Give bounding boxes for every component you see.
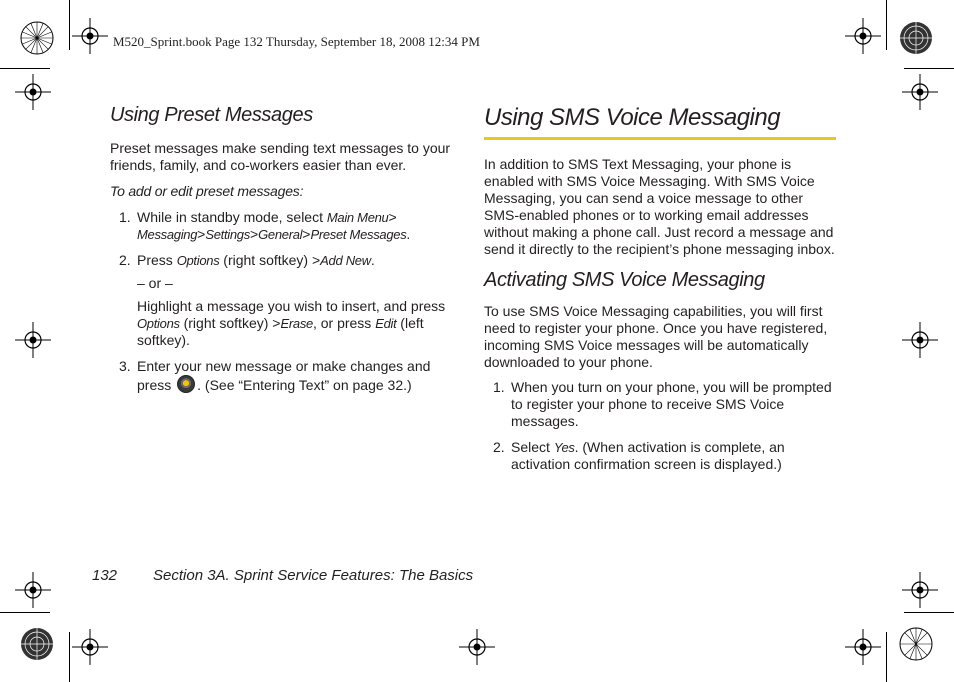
crosshair-mark-icon [902, 322, 938, 358]
crosshair-mark-icon [72, 629, 108, 665]
page-number: 132 [92, 567, 118, 584]
crosshair-mark-icon [845, 629, 881, 665]
registration-target-icon [19, 20, 55, 56]
alternate-instruction: Highlight a message you wish to insert, and press Options (right softkey) >Erase, or press Edit (left softkey). [137, 298, 446, 348]
intro-paragraph: In addition to SMS Text Messaging, your phone is enabled with SMS Voice Messaging. With SMS Voice Messaging, you can send a voice message to other SMS-enabled phones or to working email addresses without making a phone call. Just record a message and send it directly to the recipient’s phone messaging inbox. [484, 156, 835, 257]
crosshair-mark-icon [845, 18, 881, 54]
crop-line [69, 632, 70, 682]
running-footer: Section 3A. Sprint Service Features: The Basics [153, 567, 474, 584]
crop-line [886, 632, 887, 682]
or-separator: – or – [137, 275, 173, 291]
step-1: 1. When you turn on your phone, you will be prompted to register your phone to receive SMS Voice messages. [493, 379, 832, 429]
print-slug: M520_Sprint.book Page 132 Thursday, September 18, 2008 12:34 PM [113, 34, 480, 49]
crosshair-mark-icon [902, 572, 938, 608]
page-title: Using SMS Voice Messaging [484, 104, 781, 131]
crop-line [904, 612, 954, 613]
ui-label-main-menu: Main Menu [326, 210, 389, 225]
crop-line [904, 68, 954, 69]
step-number: 1. [119, 209, 131, 225]
title-underline-rule [484, 137, 836, 140]
crosshair-mark-icon [15, 322, 51, 358]
section-heading: Activating SMS Voice Messaging [484, 269, 765, 291]
step-1: 1. While in standby mode, select Main Menu> Messaging>Settings>General>Preset Messages. [119, 209, 411, 242]
registration-target-icon [898, 626, 934, 662]
crosshair-mark-icon [15, 572, 51, 608]
step-number: 1. [493, 379, 505, 395]
step-number: 2. [493, 439, 505, 455]
registration-target-icon [19, 626, 55, 662]
intro-paragraph: Preset messages make sending text messages to your friends, family, and co-workers easier than ever. [110, 140, 451, 173]
crosshair-mark-icon [72, 18, 108, 54]
crop-line [69, 0, 70, 50]
step-3: 3. Enter your new message or make changes and press . (See “Entering Text” on page 32.) [119, 358, 431, 393]
left-column [110, 104, 462, 394]
ui-label-preset-messages: Preset Messages [310, 227, 407, 242]
crop-line [0, 68, 50, 69]
ui-label-edit: Edit [375, 316, 397, 331]
section-heading: Using Preset Messages [110, 104, 313, 126]
ui-label-yes: Yes [553, 440, 575, 455]
registration-target-icon [898, 20, 934, 56]
step-number: 2. [119, 252, 131, 268]
ui-label-messaging: Messaging [137, 227, 198, 242]
crosshair-mark-icon [459, 629, 495, 665]
crosshair-mark-icon [15, 74, 51, 110]
right-column [484, 104, 836, 473]
step-2: 2. Press Options (right softkey) >Add New. – or – Highlight a message you wish to insert, and press Options (right softkey) >Erase, or press Edit (left softkey). [110, 252, 462, 349]
ui-label-general: General [258, 227, 303, 242]
ui-label-add-new: Add New [320, 253, 371, 268]
crop-line [0, 612, 50, 613]
ui-label-erase: Erase [280, 316, 313, 331]
step-number: 3. [119, 358, 131, 374]
crosshair-mark-icon [902, 74, 938, 110]
ui-label-options: Options [176, 253, 220, 268]
ui-label-settings: Settings [205, 227, 250, 242]
body-paragraph: To use SMS Voice Messaging capabilities, you will first need to register your phone. Once you have registered, incoming SMS Voice messages will be automatically downloaded to your phone. [484, 303, 828, 370]
step-2: 2. Select Yes. (When activation is complete, an activation confirmation screen is displayed.) [493, 439, 785, 472]
ui-label-options: Options [137, 316, 180, 331]
crop-line [886, 0, 887, 50]
procedure-lead-in: To add or edit preset messages: [110, 183, 304, 199]
menu-ok-key-icon [177, 375, 195, 393]
